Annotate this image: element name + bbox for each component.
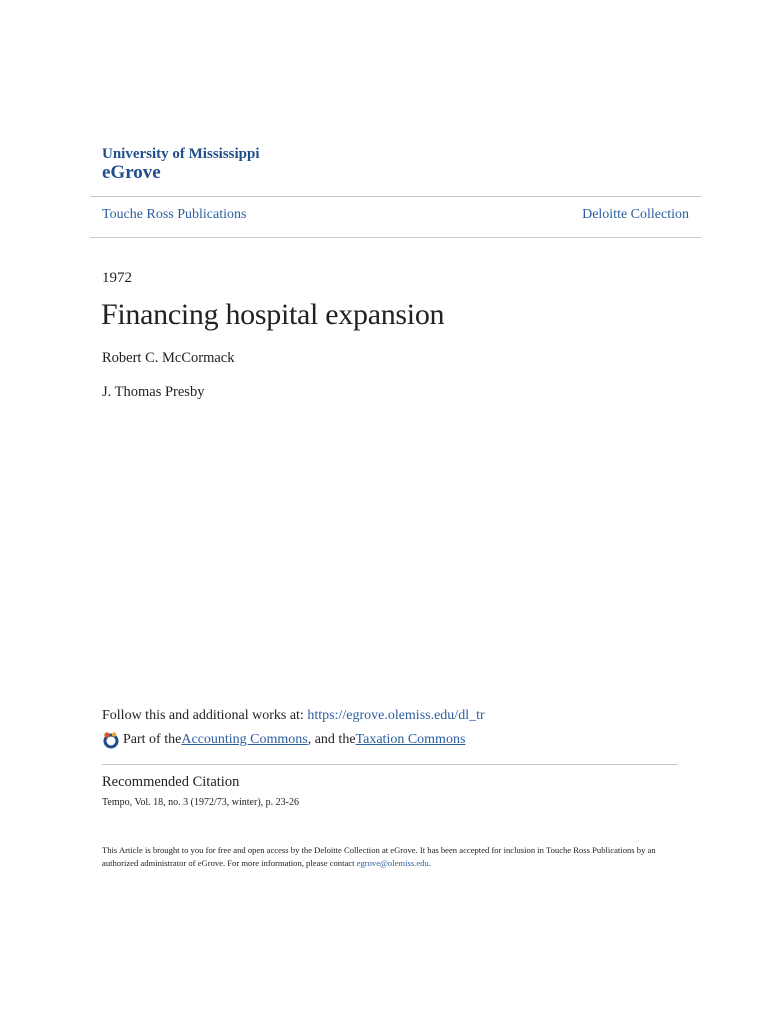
network-commons-icon <box>102 731 120 749</box>
divider-top <box>90 196 701 197</box>
recommended-citation-heading: Recommended Citation <box>102 774 240 790</box>
divider-nav <box>90 237 701 238</box>
author-1: Robert C. McCormack <box>102 350 235 366</box>
touche-ross-publications-link[interactable]: Touche Ross Publications <box>102 207 247 222</box>
publication-year: 1972 <box>102 270 132 286</box>
part-of-text: Part of the <box>123 732 182 747</box>
deloitte-collection-link[interactable]: Deloitte Collection <box>582 207 689 222</box>
commons-line <box>102 731 465 749</box>
divider-citation <box>102 764 678 765</box>
repository-url-link[interactable]: https://egrove.olemiss.edu/dl_tr <box>307 708 485 723</box>
follow-prefix: Follow this and additional works at: <box>102 708 308 723</box>
contact-email-link[interactable]: egrove@olemiss.edu <box>356 858 429 868</box>
author-2: J. Thomas Presby <box>102 384 205 400</box>
article-title: Financing hospital expansion <box>101 298 445 331</box>
and-the-text: , and the <box>307 732 356 747</box>
institution-name: University of Mississippi <box>102 146 260 162</box>
accounting-commons-link[interactable]: Accounting Commons <box>181 732 308 747</box>
access-notice <box>102 844 662 870</box>
repository-name[interactable]: eGrove <box>102 162 161 183</box>
recommended-citation-text: Tempo, Vol. 18, no. 3 (1972/73, winter), p. 23-26 <box>102 797 299 808</box>
access-notice-text: This Article is brought to you for free and open access by the Deloitte Collection at eGrove. It has been accepted for inclusion in Touche Ross Publications by an authorized administrator of eGrove. For more information, please contact <box>102 845 656 868</box>
follow-line <box>102 708 485 724</box>
access-notice-end: . <box>428 858 431 868</box>
taxation-commons-link[interactable]: Taxation Commons <box>355 732 466 747</box>
